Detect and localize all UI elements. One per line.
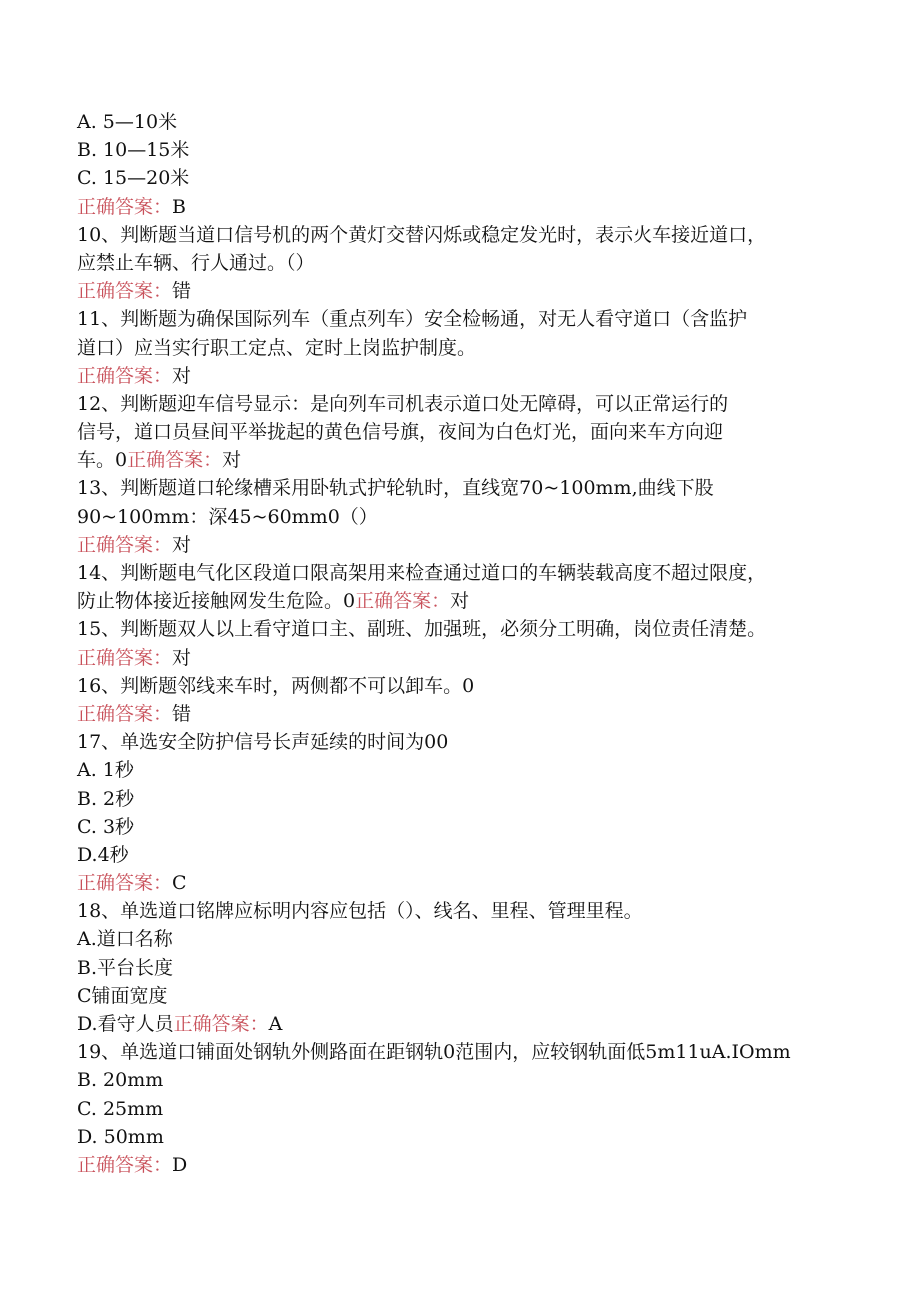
answer-label: 正确答案： <box>127 449 223 472</box>
answer-label: 正确答案： <box>77 872 173 895</box>
question-line: 道口）应当实行职工定点、定时上岗监护制度。 <box>77 336 477 359</box>
answer-value: 对 <box>450 590 470 613</box>
answer-value: 对 <box>172 533 192 556</box>
option-line: B.平台长度 <box>77 956 174 979</box>
question-line: 90~100mm：深45~60mm0（） <box>77 505 378 528</box>
answer-value: 错 <box>172 702 192 725</box>
question-line: 17、单选安全防护信号长声延续的时间为00 <box>77 731 449 754</box>
option-line: D. 50mm <box>77 1125 164 1148</box>
option-line: D.4秒 <box>77 843 129 866</box>
answer-value: 对 <box>222 449 242 472</box>
option-line: C. 3秒 <box>77 815 135 838</box>
question-line: 信号，道口员昼间平举拢起的黄色信号旗，夜间为白色灯光，面向来车方向迎 <box>77 421 724 444</box>
option-line: D.看守人员正确答案：A <box>77 1013 283 1035</box>
option-line: B. 20mm <box>77 1069 164 1092</box>
question-line: 16、判断题邻线来车时，两侧都不可以卸车。0 <box>77 674 475 697</box>
option-line: A. 5—10米 <box>77 111 178 133</box>
question-line: 14、判断题电气化区段道口限高架用来检查通过道口的车辆装载高度不超过限度， <box>77 562 767 584</box>
answer-label: 正确答案： <box>77 1153 173 1176</box>
option-line: A. 1秒 <box>77 759 134 782</box>
answer-value: B <box>172 195 186 218</box>
answer-label: 正确答案： <box>77 533 173 556</box>
answer-value: 对 <box>172 646 192 669</box>
question-line: 13、判断题道口轮缘槽采用卧轨式护轮轨时，直线宽70~100mm,曲线下股 <box>77 477 714 500</box>
option-line: C铺面宽度 <box>77 984 168 1007</box>
answer-line <box>77 700 837 728</box>
answer-value: C <box>172 872 187 895</box>
answer-line <box>77 362 837 390</box>
option-line: C. 25mm <box>77 1097 164 1120</box>
document-page <box>77 108 837 1179</box>
answer-value: 对 <box>172 364 192 387</box>
question-line: 应禁止车辆、行人通过。（） <box>77 251 315 274</box>
answer-value: A <box>268 1013 283 1035</box>
question-line: 10、判断题当道口信号机的两个黄灯交替闪烁或稳定发光时，表示火车接近道口， <box>77 223 767 246</box>
answer-value: D <box>172 1153 188 1176</box>
question-line: 11、判断题为确保国际列车（重点列车）安全检畅通，对无人看守道口（含监护 <box>77 308 748 331</box>
answer-label: 正确答案： <box>77 364 173 387</box>
answer-value: 错 <box>172 280 192 303</box>
answer-label: 正确答案： <box>77 702 173 725</box>
answer-label: 正确答案： <box>355 590 451 613</box>
answer-label: 正确答案： <box>77 195 173 218</box>
question-line: 12、判断题迎车信号显示：是向列车司机表示道口处无障碍，可以正常运行的 <box>77 392 729 415</box>
answer-line <box>77 277 837 305</box>
question-line: 防止物体接近接触网发生危险。0正确答案：对 <box>77 590 470 613</box>
question-line: 15、判断题双人以上看守道口主、副班、加强班，必须分工明确，岗位责任清楚。 <box>77 618 767 641</box>
answer-line <box>77 869 837 897</box>
question-line: 车。0正确答案：对 <box>77 449 242 472</box>
answer-label: 正确答案： <box>173 1013 269 1035</box>
option-line: B. 10—15米 <box>77 139 190 162</box>
answer-label: 正确答案： <box>77 280 173 303</box>
option-line: A.道口名称 <box>77 928 173 951</box>
option-line: B. 2秒 <box>77 787 135 810</box>
question-line: 18、单选道口铭牌应标明内容应包括（）、线名、里程、管理里程。 <box>77 900 643 923</box>
answer-line <box>77 531 837 559</box>
option-line: C. 15—20米 <box>77 167 190 190</box>
answer-line <box>77 1151 837 1179</box>
answer-line <box>77 193 837 221</box>
answer-label: 正确答案： <box>77 646 173 669</box>
answer-line <box>77 644 837 672</box>
question-line: 19、单选道口铺面处钢轨外侧路面在距钢轨0范围内，应较钢轨面低5m11uA.IOmm <box>77 1041 791 1064</box>
